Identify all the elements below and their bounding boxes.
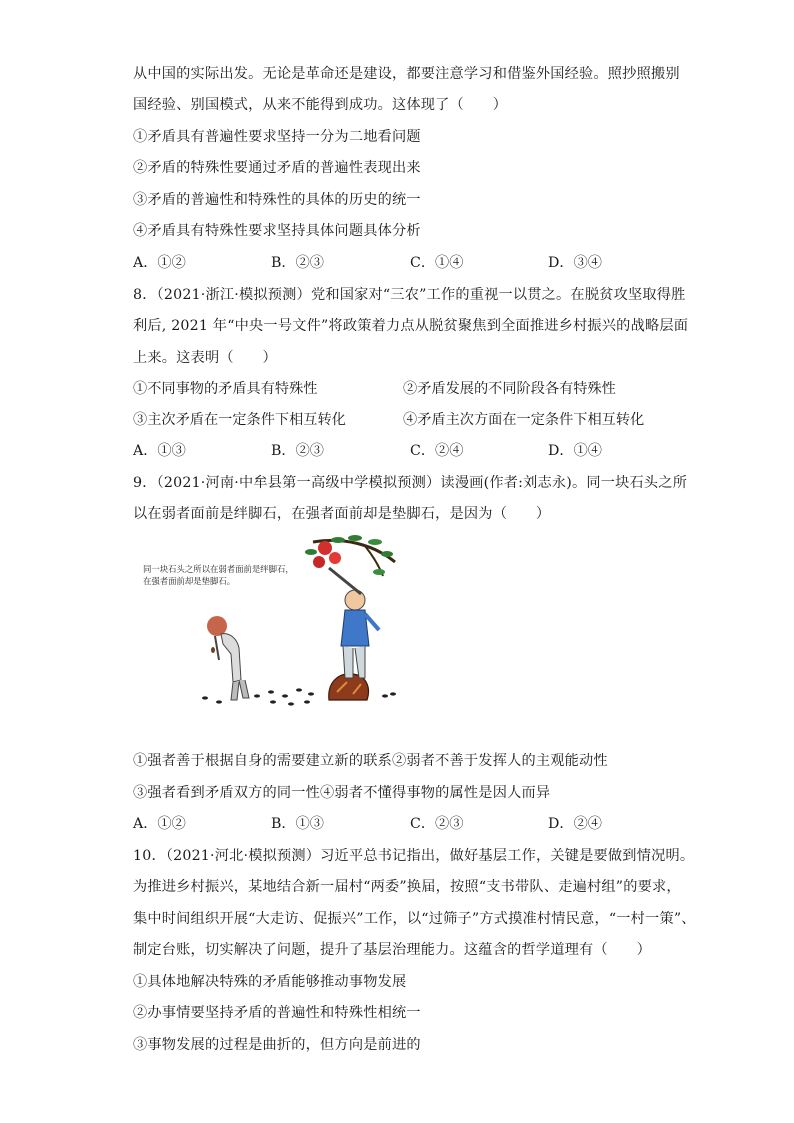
q7-option-d[interactable]: D．③④ — [548, 255, 602, 271]
q8-option-b[interactable]: B．②③ — [271, 443, 324, 459]
q8-item-2: ②矛盾发展的不同阶段各有特殊性 — [403, 381, 616, 397]
q8-option-c[interactable]: C．②④ — [410, 443, 464, 459]
apple-icon — [329, 552, 341, 564]
q7-stem-line-2: 国经验、别国模式，从来不能得到成功。这体现了（ ） — [133, 97, 508, 113]
apple-icon — [318, 541, 332, 555]
q8-stem-line-1: 8．（2021·浙江·模拟预测）党和国家对“三农”工作的重视一以贯之。在脱贫攻坚取得胜 — [133, 287, 686, 303]
q7-item-4: ④矛盾具有特殊性要求坚持具体问题具体分析 — [133, 223, 421, 239]
q10-item-3: ③事物发展的过程是曲折的，但方向是前进的 — [133, 1037, 421, 1053]
cartoon-caption-1: 同一块石头之所以在弱者面前是绊脚石， — [143, 564, 294, 574]
q10-stem-line-2: 为推进乡村振兴，某地结合新一届村“两委”换届，按照“支书带队、走遍村组”的要求， — [133, 879, 681, 895]
q8-item-4: ④矛盾主次方面在一定条件下相互转化 — [403, 412, 645, 428]
q8-item-1: ①不同事物的矛盾具有特殊性 — [133, 381, 318, 397]
q9-option-c[interactable]: C．②③ — [410, 816, 464, 832]
q9-item-2: ③强者看到矛盾双方的同一性④弱者不懂得事物的属性是因人而异 — [133, 785, 551, 801]
q9-stem-line-1: 9．（2021·河南·中牟县第一高级中学模拟预测）读漫画(作者:刘志永)。同一块石头之所 — [133, 475, 688, 491]
q7-stem-line-1: 从中国的实际出发。无论是革命还是建设，都要注意学习和借鉴外国经验。照抄照搬别 — [133, 66, 680, 82]
cartoon-stepping-stone — [133, 532, 401, 712]
q8-stem-line-2: 利后, 2021 年“中央一号文件”将政策着力点从脱贫聚焦到全面推进乡村振兴的战略层面 — [133, 318, 689, 334]
q7-option-b[interactable]: B．②③ — [271, 255, 324, 271]
q8-item-3: ③主次矛盾在一定条件下相互转化 — [133, 412, 346, 428]
q10-stem-line-1: 10．（2021·河北·模拟预测）习近平总书记指出，做好基层工作，关键是要做到情况明。 — [133, 848, 695, 864]
strong-person-figure — [329, 568, 379, 678]
apple-icon — [313, 556, 325, 568]
q10-item-1: ①具体地解决特殊的矛盾能够推动事物发展 — [133, 974, 407, 990]
q10-item-2: ②办事情要坚持矛盾的普遍性和特殊性相统一 — [133, 1005, 421, 1021]
q9-option-d[interactable]: D．②④ — [548, 816, 602, 832]
q8-option-d[interactable]: D．①④ — [548, 443, 602, 459]
q8-option-a[interactable]: A．①③ — [133, 443, 186, 459]
weak-person-figure — [207, 616, 249, 700]
q9-option-b[interactable]: B．①③ — [271, 816, 324, 832]
apple-branch — [305, 535, 395, 576]
q7-item-1: ①矛盾具有普遍性要求坚持一分为二地看问题 — [133, 129, 421, 145]
q9-option-a[interactable]: A．①② — [133, 816, 186, 832]
q9-stem-line-2: 以在弱者面前是绊脚石，在强者面前却是垫脚石，是因为（ ） — [133, 506, 551, 522]
q7-option-a[interactable]: A．①② — [133, 255, 186, 271]
q10-stem-line-3: 集中时间组织开展“大走访、促振兴”工作，以“过筛子”方式摸准村情民意，“一村一策”、 — [133, 911, 696, 927]
q7-option-c[interactable]: C．①④ — [410, 255, 464, 271]
q7-item-3: ③矛盾的普遍性和特殊性的具体的历史的统一 — [133, 192, 421, 208]
q7-item-2: ②矛盾的特殊性要通过矛盾的普遍性表现出来 — [133, 160, 421, 176]
q8-stem-line-3: 上来。这表明（ ） — [133, 350, 277, 366]
cartoon-caption-2: 在强者面前却是垫脚石。 — [143, 576, 236, 586]
q10-stem-line-4: 制定台账，切实解决了问题，提升了基层治理能力。这蕴含的哲学道理有（ ） — [133, 942, 651, 958]
q9-item-1: ①强者善于根据自身的需要建立新的联系②弱者不善于发挥人的主观能动性 — [133, 753, 608, 769]
